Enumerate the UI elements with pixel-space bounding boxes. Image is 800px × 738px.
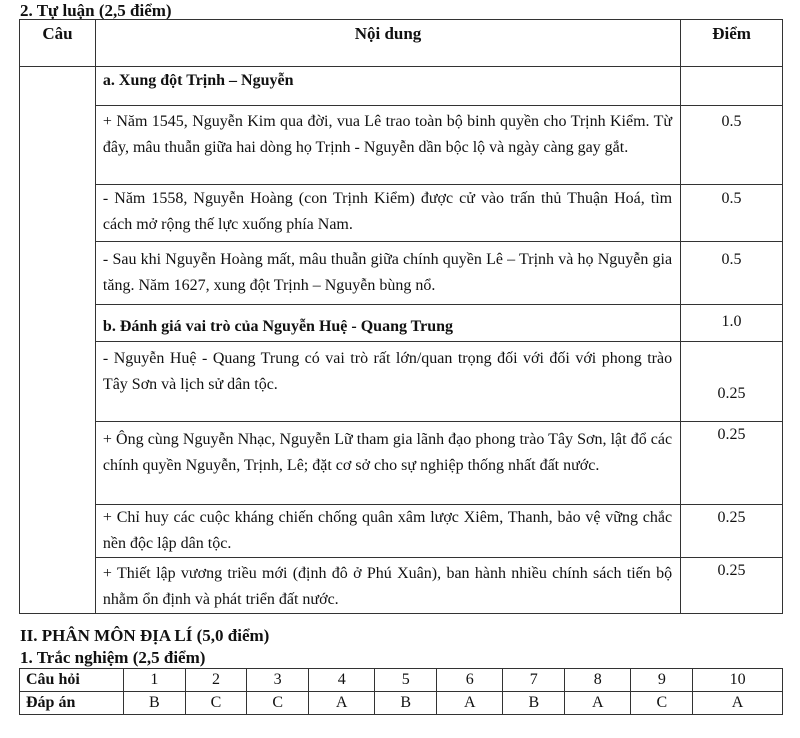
answer-content: + Thiết lập vương triều mới (định đô ở Phú Xuân), ban hành nhiều chính sách tiến bộ nhằm ổn định và phát triển đất nước. [95,558,680,614]
answer-content: + Chỉ huy các cuộc kháng chiến chống quân xâm lược Xiêm, Thanh, bảo vệ vững chắc nền độc lập dân tộc. [95,505,680,558]
question-number: 5 [375,669,437,692]
table-row [20,422,783,505]
question-number: 4 [309,669,375,692]
essay-header-row [20,20,783,67]
score-cell: 0.5 [681,185,783,242]
question-number: 8 [565,669,631,692]
question-row-label: Câu hỏi [20,669,124,692]
section-title-b: b. Đánh giá vai trò của Nguyễn Huệ - Quang Trung [95,305,680,342]
score-cell: 0.5 [681,242,783,305]
essay-heading: 2. Tự luận (2,5 điểm) [20,1,172,20]
answer-content: + Năm 1545, Nguyễn Kim qua đời, vua Lê trao toàn bộ binh quyền cho Trịnh Kiểm. Từ đây, mâu thuẫn giữa hai dòng họ Trịnh - Nguyễn dần bộc lộ và ngày càng gay gắt. [95,106,680,185]
answer-row [20,692,783,715]
section-title-a: a. Xung đột Trịnh – Nguyễn [95,67,680,106]
answer-row-label: Đáp án [20,692,124,715]
table-row [20,505,783,558]
answer-value: B [503,692,565,715]
essay-answer-table [19,19,783,614]
table-row [20,67,783,106]
answer-content: - Nguyễn Huệ - Quang Trung có vai trò rất lớn/quan trọng đối với đối với phong trào Tây Sơn và lịch sử dân tộc. [95,342,680,422]
answer-content: - Sau khi Nguyễn Hoàng mất, mâu thuẫn giữa chính quyền Lê – Trịnh và họ Nguyễn gia tăng. Năm 1627, xung đột Trịnh – Nguyễn bùng nổ. [95,242,680,305]
question-cell [20,67,96,614]
answer-value: A [309,692,375,715]
question-number: 10 [693,669,783,692]
question-number-row [20,669,783,692]
table-row [20,242,783,305]
column-header-content: Nội dung [95,20,680,67]
question-number: 9 [631,669,693,692]
answer-value: A [437,692,503,715]
question-number: 2 [185,669,247,692]
answer-value: C [631,692,693,715]
question-number: 3 [247,669,309,692]
table-row [20,106,783,185]
answer-value: B [375,692,437,715]
score-cell: 0.25 [681,422,783,505]
score-cell: 0.25 [681,342,783,422]
score-cell: 1.0 [681,305,783,342]
answer-value: C [185,692,247,715]
answer-value: C [247,692,309,715]
answer-value: A [693,692,783,715]
table-row [20,185,783,242]
answer-value: B [124,692,186,715]
score-cell: 0.25 [681,505,783,558]
score-cell: 0.5 [681,106,783,185]
table-row [20,558,783,614]
table-row [20,305,783,342]
multiple-choice-heading: 1. Trắc nghiệm (2,5 điểm) [20,648,206,667]
answer-value: A [565,692,631,715]
column-header-question: Câu [20,20,96,67]
question-number: 1 [124,669,186,692]
multiple-choice-answer-table [19,668,783,715]
question-number: 6 [437,669,503,692]
score-cell [681,67,783,106]
question-number: 7 [503,669,565,692]
score-cell: 0.25 [681,558,783,614]
table-row [20,342,783,422]
answer-content: + Ông cùng Nguyễn Nhạc, Nguyễn Lữ tham gia lãnh đạo phong trào Tây Sơn, lật đổ các chính quyền Nguyễn, Trịnh, Lê; đặt cơ sở cho sự nghiệp thống nhất đất nước. [95,422,680,505]
column-header-score: Điểm [681,20,783,67]
geography-heading: II. PHÂN MÔN ĐỊA LÍ (5,0 điểm) [20,626,270,645]
answer-content: - Năm 1558, Nguyễn Hoàng (con Trịnh Kiểm) được cử vào trấn thủ Thuận Hoá, tìm cách mở rộng thế lực xuống phía Nam. [95,185,680,242]
